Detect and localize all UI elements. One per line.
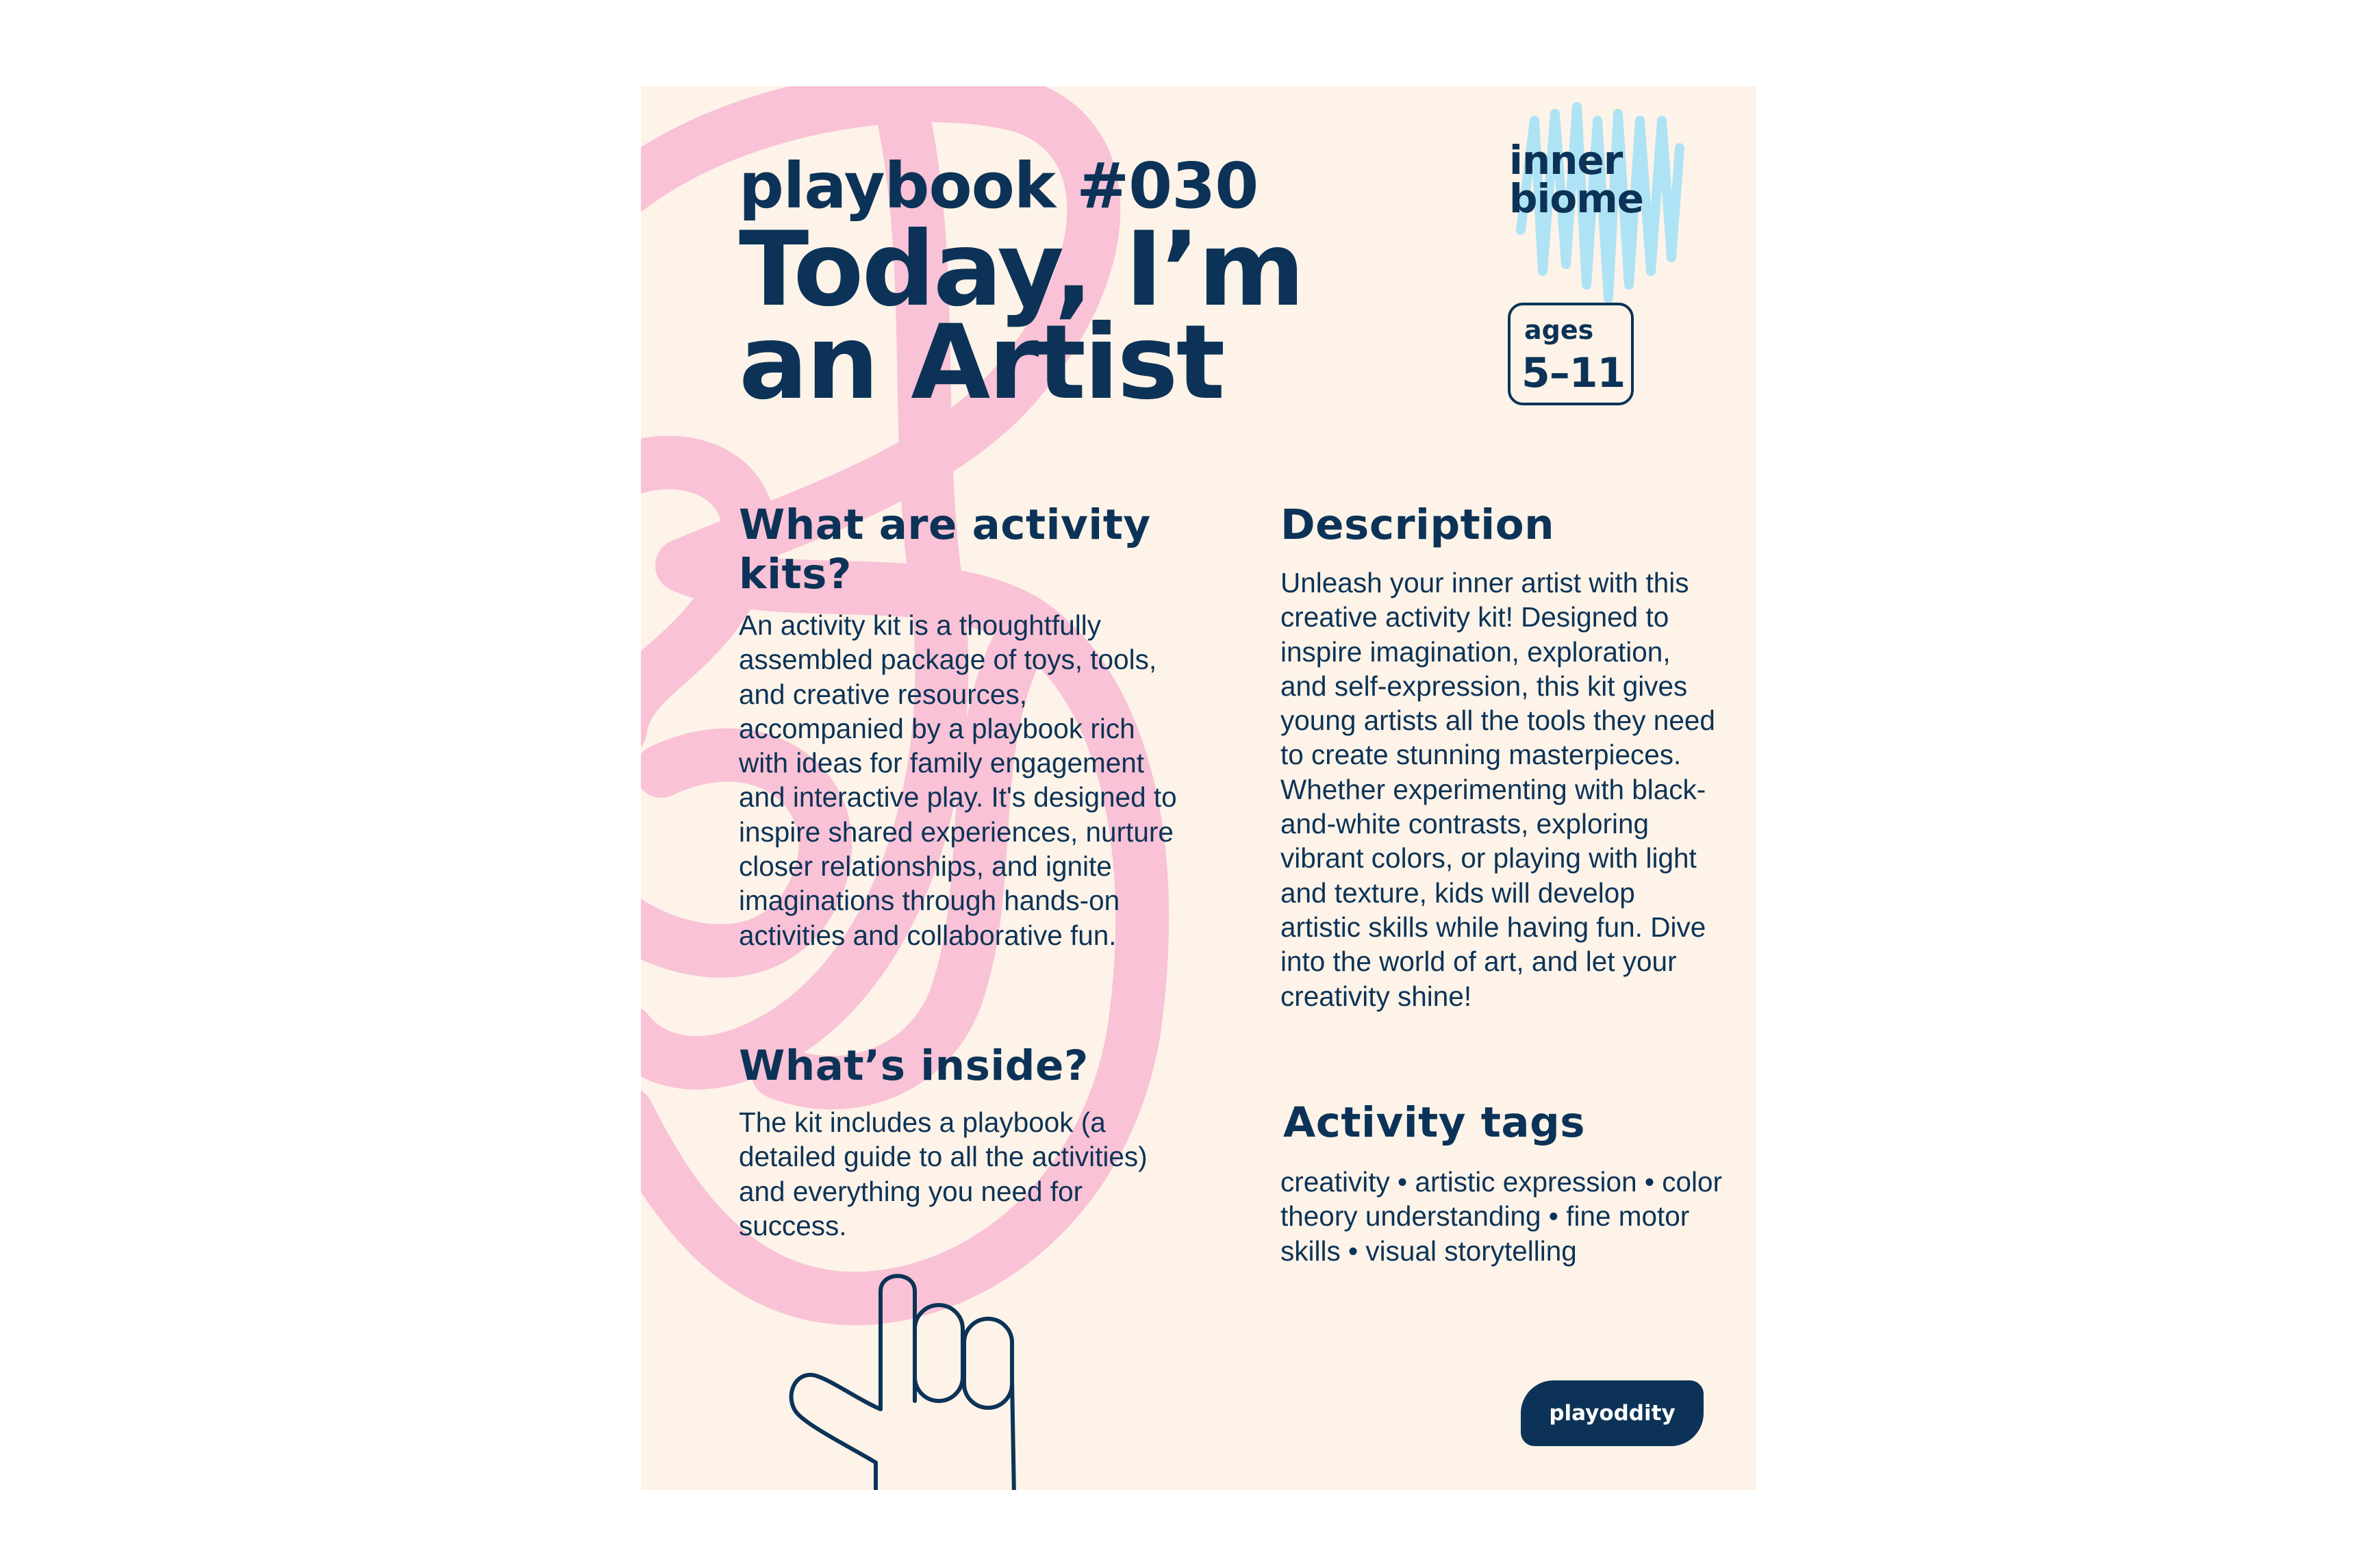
playoddity-label: playoddity [1549,1401,1676,1426]
playbook-page [641,86,1756,1490]
description-body: Unleash your inner artist with this creative activity kit! Designed to inspire imagination, exploration, and self-expression, this kit gives young artists all the tools they need to create stunning masterpieces. Whether experimenting with black-and-white contrasts, exploring vibrant colors, or playing with light and texture, kids will develop artistic skills while having fun. Dive into the world of art, and let your creativity shine! [1280,567,1715,1012]
ages-label: ages [1524,315,1594,345]
kits-heading: What are activity kits? [739,501,1151,598]
brand-name-text: inner biome [1509,137,1644,222]
playoddity-badge [1521,1380,1704,1446]
inside-body: The kit includes a playbook (a detailed guide to all the activities) and everything you need for success. [739,1107,1148,1241]
ages-value: 5–11 [1521,349,1626,397]
pointing-hand-icon [785,1264,1031,1490]
tags-heading: Activity tags [1283,1098,1586,1147]
inside-heading: What’s inside? [739,1041,1089,1090]
brand-name [1509,137,1667,222]
playbook-number: playbook #030 [739,149,1259,223]
ages-badge [1508,303,1634,405]
tags-body: creativity • artistic expression • color theory understanding • fine motor skills • visual storytelling [1280,1166,1723,1267]
page-title: Today, I’m an Artist [739,210,1303,422]
kits-body: An activity kit is a thoughtfully assembled package of toys, tools, and creative resources, accompanied by a playbook rich with ideas for family engagement and interactive play. It's designed to inspire shared experiences, nurture closer relationships, and ignite imaginations through hands-on activities and collaborative fun. [739,609,1177,951]
description-heading: Description [1280,501,1555,549]
